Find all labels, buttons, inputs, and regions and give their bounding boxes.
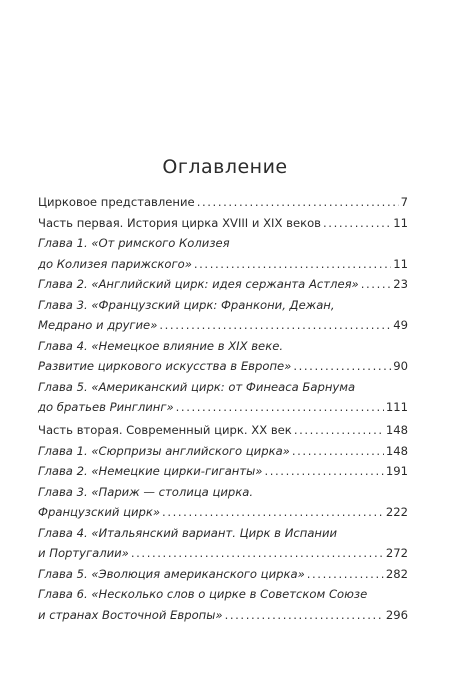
toc-chapter-title-line: Глава 5. «Эволюция американского цирка» [38,566,305,581]
leader-dots [361,274,392,295]
leader-dots [162,502,384,523]
toc-page-number: 7 [400,195,408,209]
toc-chapter-entry [38,482,408,523]
toc-chapter-entry [38,233,408,274]
leader-dots [197,192,399,213]
toc-chapter-entry [38,377,408,418]
leader-dots [264,461,383,482]
toc-chapter-title-line: Развитие циркового искусства в Европе» [38,359,292,373]
toc-chapter-row [38,502,408,523]
toc-chapter-row [38,605,408,626]
toc-page-number: 296 [385,607,408,622]
toc-chapter-title-line: и странах Восточной Европы» [38,607,223,622]
toc-chapter-entry [38,523,408,564]
toc-page-number: 90 [393,359,408,373]
toc-chapter-title-line: Глава 5. «Американский цирк: от Финеаса Барнума [38,379,356,394]
toc-part-heading [38,420,408,441]
toc-chapter-title-line: Глава 3. «Французский цирк: Франкони, Дежан, [38,297,335,312]
toc-chapter-title-line: Глава 2. «Английский цирк: идея сержанта Астлея» [38,277,359,291]
toc-page-number: 272 [385,546,408,560]
toc-chapter-row [38,543,408,564]
toc-page-number: 111 [385,400,408,414]
chapter-list [38,441,408,626]
toc-chapter-row [38,274,408,295]
toc-chapter-title-line: Медрано и другие» [38,318,158,332]
toc-chapter-title-line: Глава 6. «Несколько слов о цирке в Советском Союзе [38,587,368,601]
leader-dots [159,315,391,336]
leader-dots [323,213,391,234]
toc-chapter-entry [38,441,408,462]
leader-dots [294,420,384,441]
toc-chapter-entry [38,584,408,625]
toc-page-number: 282 [385,566,408,581]
toc-chapter-title-line: Глава 4. «Итальянский вариант. Цирк в Испании [38,525,338,540]
toc-chapter-title-line: до Колизея парижского» [38,256,192,271]
toc-chapter-row [38,397,408,418]
leader-dots [292,441,384,462]
toc-entry-text: Цирковое представление [38,195,195,209]
toc-page-number: 11 [393,215,408,230]
leader-dots [131,543,384,564]
toc-page-number: 222 [385,505,408,519]
toc-entry-text: Часть первая. История цирка XVIII и XIX веков [38,215,321,230]
toc-chapter-entry [38,564,408,585]
toc-chapter-title-line: Глава 1. «От римского Колизея [38,236,230,250]
toc-chapter-row [38,315,408,336]
toc-page-number: 11 [393,256,408,271]
leader-dots [176,397,384,418]
toc-chapter-row [38,356,408,377]
toc-chapter-row [38,461,408,482]
toc-chapter-entry [38,461,408,482]
toc-page-number: 49 [393,318,408,332]
toc-chapter-row [38,441,408,462]
toc-chapter-title-line: и Португалии» [38,546,129,560]
toc-chapter-row [38,254,408,275]
toc-part-one [38,192,408,418]
toc-chapter-row [38,564,408,585]
toc-chapter-title-line: Французский цирк» [38,505,161,519]
toc-page-number: 191 [385,464,408,478]
toc-page-number: 148 [385,443,408,458]
toc-entry-intro [38,192,408,213]
page-title: Оглавление [162,156,288,178]
toc-chapter-title-line: Глава 1. «Сюрпризы английского цирка» [38,443,290,458]
toc-chapter-entry [38,336,408,377]
toc-chapter-title-line: Глава 4. «Немецкое влияние в XIX веке. [38,338,284,353]
toc-chapter-title-line: до братьев Ринглинг» [38,400,174,414]
toc-page-number: 148 [385,423,408,437]
chapter-list [38,233,408,418]
leader-dots [194,254,391,275]
toc-chapter-title-line: Глава 3. «Париж — столица цирка. [38,484,254,499]
leader-dots [307,564,384,585]
toc-chapter-entry [38,274,408,295]
leader-dots [293,356,391,377]
toc-part-two [38,420,408,625]
toc-page-number: 23 [393,277,408,291]
toc-chapter-entry [38,295,408,336]
leader-dots [225,605,384,626]
toc-entry-text: Часть вторая. Современный цирк. XX век [38,423,292,437]
toc-part-heading [38,213,408,234]
toc-chapter-title-line: Глава 2. «Немецкие цирки-гиганты» [38,464,263,478]
